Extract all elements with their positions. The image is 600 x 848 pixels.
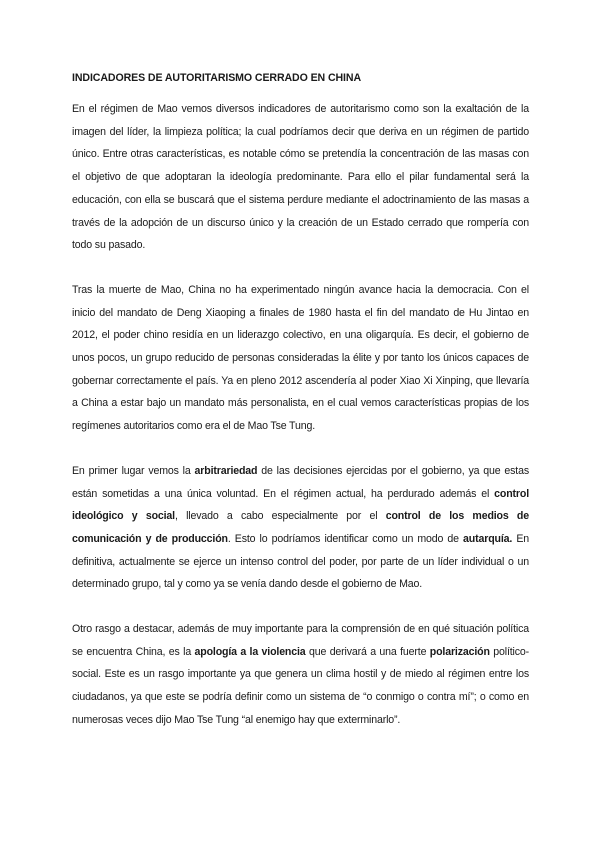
paragraph-4-bold-1: apología a la violencia [194,645,306,658]
paragraph-3-text-4: . Esto lo podríamos identificar como un modo de [227,532,464,545]
paragraph-3 [72,460,529,596]
paragraph-1: En el régimen de Mao vemos diversos indicadores de autoritarismo como son la exaltación de la imagen del líder, la limpieza política; la cual podríamos decir que deriva en un régimen de partido único. Entre otras características, es notable cómo se pretendía la concentración de las masas con el objetivo de que adoptaran la ideología predominante. Para ello el pilar fundamental será la educación, con ella se buscará que el sistema perdure mediante el adoctrinamiento de las masas a través de la adopción de un discurso único y la creación de un Estado cerrado que rompería con todo su pasado. [72,103,529,252]
paragraph-3-text-2: de las decisiones ejercidas por el gobierno, ya que estas están sometidas a una única voluntad. En el régimen actual, ha perdurado además el [72,464,529,500]
paragraph-3-text-3: , llevado a cabo especialmente por el [174,510,386,523]
paragraph-3-bold-3: control de los medios de comunicación y de producción [72,510,529,545]
paragraph-3-text-1: En primer lugar vemos la [72,464,195,477]
paragraph-3-bold-1: arbitrariedad [194,464,258,477]
paragraph-4 [72,618,529,732]
document-page [72,70,529,754]
paragraph-4-text-2: que derivará a una fuerte [305,645,430,658]
paragraph-3-text-5: En definitiva, actualmente se ejerce un intenso control del poder, por parte de un líder individual o un determinado grupo, tal y como ya se venía dando desde el gobierno de Mao. [72,532,529,591]
paragraph-3-bold-4: autarquía. [463,532,513,545]
paragraph-4-bold-2: polarización [429,645,490,658]
paragraph-4-text-1: Otro rasgo a destacar, además de muy importante para la comprensión de en qué situación política se encuentra China, es la [72,623,529,658]
paragraph-4-text-3: político-social. Este es un rasgo importante ya que genera un clima hostil y de miedo al régimen entre los ciudadanos, ya que este se podría definir como un sistema de “o conmigo o contra mí”; o como en numerosas veces dijo Mao Tse Tung “al enemigo hay que exterminarlo”. [72,645,530,726]
document-title: INDICADORES DE AUTORITARISMO CERRADO EN CHINA [72,72,361,84]
paragraph-3-bold-2: control ideológico y social [72,487,529,523]
paragraph-2: Tras la muerte de Mao, China no ha experimentado ningún avance hacia la democracia. Con el inicio del mandato de Deng Xiaoping a finales de 1980 hasta el fin del mandato de Hu Jintao en 2012, el poder chino residía en un liderazgo colectivo, en una oligarquía. Es decir, el gobierno de unos pocos, un grupo reducido de personas consideradas la élite y por tanto los únicos capaces de gobernar correctamente el país. Ya en pleno 2012 ascendería al poder Xiao Xi Xinping, que llevaría a China a estar bajo un mandato más personalista, en el cual vemos características propias de los regímenes autoritarios como era el de Mao Tse Tung. [72,283,529,433]
